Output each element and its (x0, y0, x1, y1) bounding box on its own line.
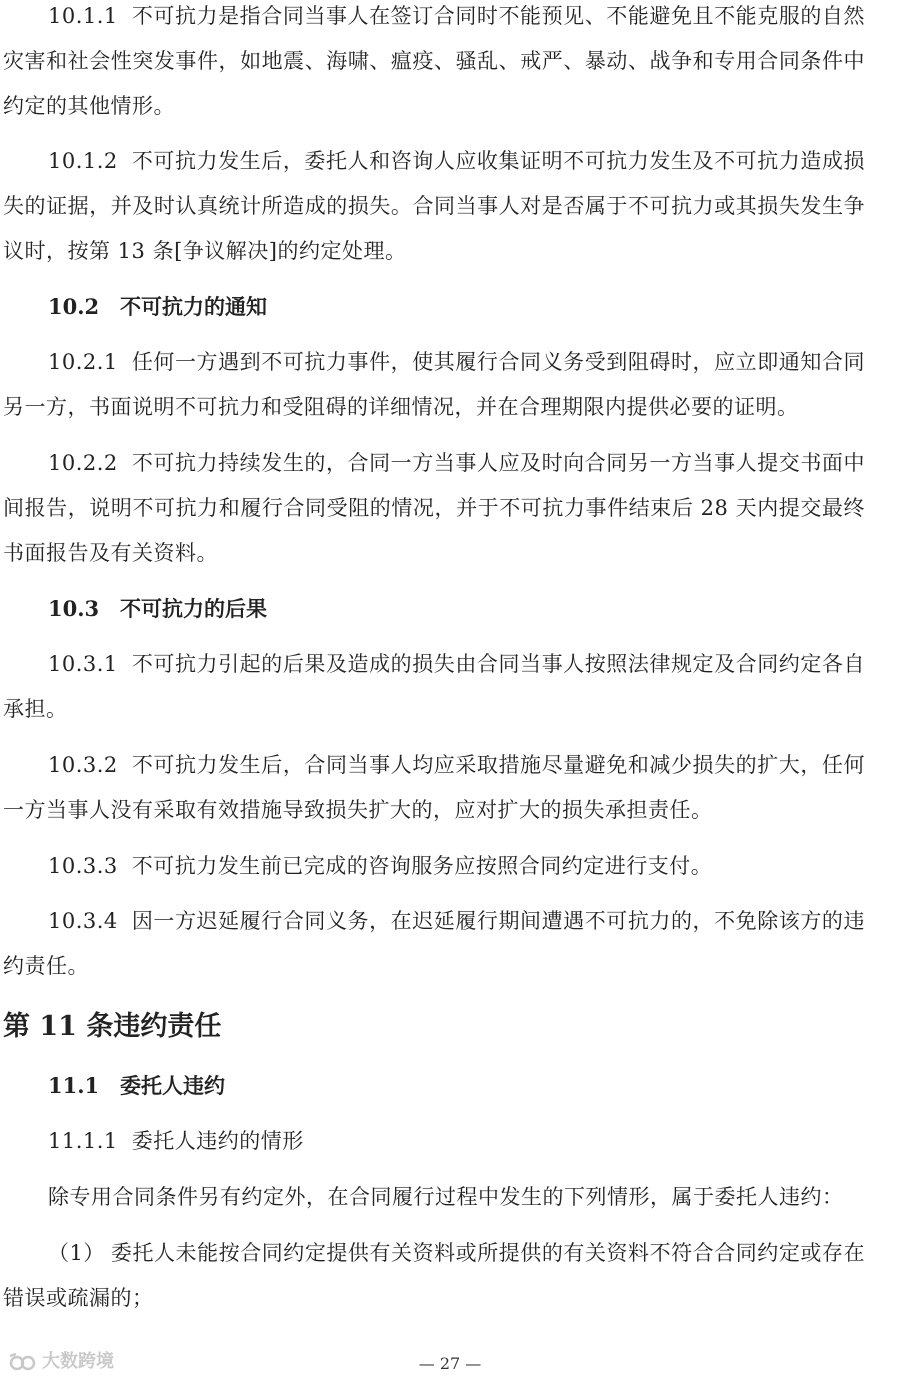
watermark (8, 1350, 114, 1374)
section-title: 不可抗力的后果 (120, 596, 267, 621)
clause-number: 10.3.1 (48, 652, 118, 676)
section-heading-10-3 (48, 594, 267, 624)
clause-number: 10.2.1 (48, 350, 118, 374)
clause-text: 不可抗力引起的后果及造成的损失由合同当事人按照法律规定及合同约定各自承担。 (3, 652, 865, 721)
clause-text: 不可抗力持续发生的，合同一方当事人应及时向合同另一方当事人提交书面中间报告，说明不可抗力和履行合同受阻的情况，并于不可抗力事件结束后 28 天内提交最终书面报告及有关资料。 (3, 451, 865, 565)
clause-text: 不可抗力发生前已完成的咨询服务应按照合同约定进行支付。 (131, 854, 713, 878)
clause-text: 委托人违约的情形 (131, 1129, 304, 1153)
section-title: 委托人违约 (120, 1073, 225, 1098)
clause-text: 不可抗力是指合同当事人在签订合同时不能预见、不能避免且不能克服的自然灾害和社会性突发事件，如地震、海啸、瘟疫、骚乱、戒严、暴动、战争和专用合同条件中约定的其他情形。 (3, 4, 865, 118)
clause-number: 10.2.2 (48, 451, 118, 475)
article-heading-11: 第 11 条违约责任 (3, 1011, 222, 1042)
clause-10-3-3 (3, 844, 865, 889)
clause-number: 10.3.4 (48, 909, 118, 933)
list-item-1 (3, 1231, 865, 1321)
section-title: 不可抗力的通知 (120, 294, 267, 319)
clause-text: 不可抗力发生后，委托人和咨询人应收集证明不可抗力发生及不可抗力造成损失的证据，并及时认真统计所造成的损失。合同当事人对是否属于不可抗力或其损失发生争议时，按第 13 条[争议解决]的约定处理。 (3, 149, 865, 263)
clause-number: 11.1.1 (48, 1129, 118, 1153)
clause-10-2-2 (3, 441, 865, 576)
clause-number: 10.3.2 (48, 753, 118, 777)
clause-number: 10.3.3 (48, 854, 118, 878)
watermark-text: 大数跨境 (42, 1351, 114, 1372)
section-number: 11.1 (48, 1073, 100, 1098)
clause-10-2-1 (3, 340, 865, 430)
clause-text: 不可抗力发生后，合同当事人均应采取措施尽量避免和减少损失的扩大，任何一方当事人没有采取有效措施导致损失扩大的，应对扩大的损失承担责任。 (3, 753, 865, 822)
clause-text: 委托人未能按合同约定提供有关资料或所提供的有关资料不符合合同约定或存在错误或疏漏的； (3, 1241, 865, 1310)
page-number: — 27 — (418, 1354, 482, 1373)
clause-text: 因一方迟延履行合同义务，在迟延履行期间遭遇不可抗力的，不免除该方的违约责任。 (3, 909, 865, 978)
section-number: 10.3 (48, 596, 100, 621)
clause-number: 10.1.2 (48, 149, 118, 173)
clause-10-3-4 (3, 899, 865, 989)
clause-10-3-2 (3, 743, 865, 833)
intro-paragraph (3, 1175, 865, 1220)
section-number: 10.2 (48, 294, 100, 319)
clause-text: 任何一方遇到不可抗力事件，使其履行合同义务受到阻碍时，应立即通知合同另一方，书面说明不可抗力和受阻碍的详细情况，并在合理期限内提供必要的证明。 (3, 350, 865, 419)
clause-10-3-1 (3, 642, 865, 732)
clause-10-1-2 (3, 139, 865, 274)
section-heading-11-1 (48, 1071, 225, 1101)
clause-10-1-1 (3, 0, 865, 129)
section-heading-10-2 (48, 292, 267, 322)
watermark-logo-icon (8, 1352, 38, 1372)
clause-11-1-1 (3, 1119, 865, 1164)
clause-number: 10.1.1 (48, 4, 118, 28)
list-item-number: （1） (48, 1241, 105, 1265)
clause-text: 除专用合同条件另有约定外，在合同履行过程中发生的下列情形，属于委托人违约： (48, 1185, 844, 1209)
